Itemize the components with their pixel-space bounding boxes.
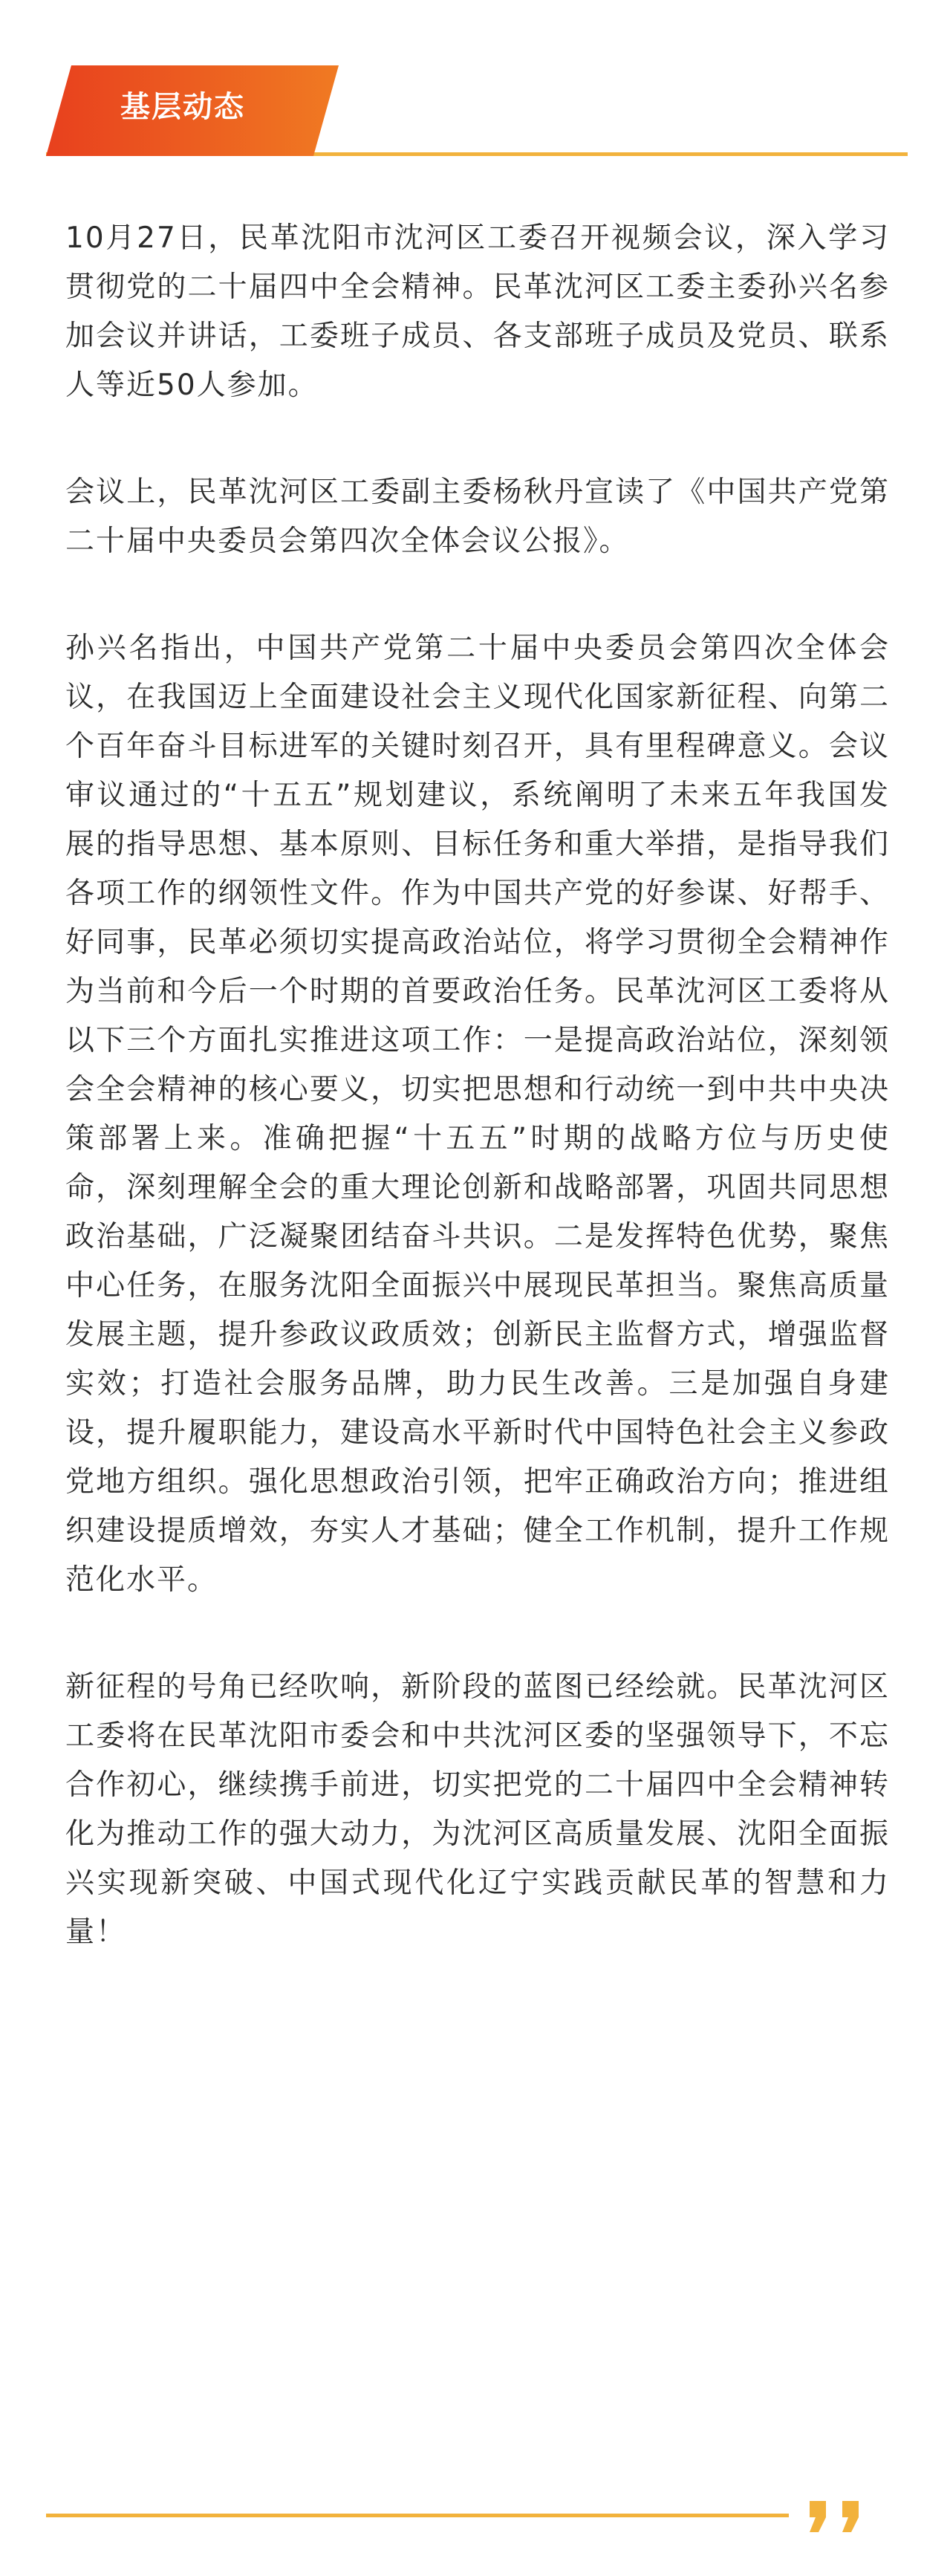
paragraph-speech: 孙兴名指出，中国共产党第二十届中央委员会第四次全体会议，在我国迈上全面建设社会主义现代化国家新征程、向第二个百年奋斗目标进军的关键时刻召开，具有里程碑意义。会议审议通过的“十五五”规划建议，系统阐明了未来五年我国发展的指导思想、基本原则、目标任务和重大举措，是指导我们各项工作的纲领性文件。作为中国共产党的好参谋、好帮手、好同事，民革必须切实提高政治站位，将学习贯彻全会精神作为当前和今后一个时期的首要政治任务。民革沈河区工委将从以下三个方面扎实推进这项工作：一是提高政治站位，深刻领会全会精神的核心要义，切实把思想和行动统一到中共中央决策部署上来。准确把握“十五五”时期的战略方位与历史使命，深刻理解全会的重大理论创新和战略部署，巩固共同思想政治基础，广泛凝聚团结奋斗共识。二是发挥特色优势，聚焦中心任务，在服务沈阳全面振兴中展现民革担当。聚焦高质量发展主题，提升参政议政质效；创新民主监督方式，增强监督实效；打造社会服务品牌，助力民生改善。三是加强自身建设，提升履职能力，建设高水平新时代中国特色社会主义参政党地方组织。强化思想政治引领，把牢正确政治方向；推进组织建设提质增效，夯实人才基础；健全工作机制，提升工作规范化水平。 bbox=[65, 632, 890, 1597]
section-tag-label: 基层动态 bbox=[120, 90, 245, 124]
section-tag bbox=[46, 65, 339, 156]
paragraph-closing: 新征程的号角已经吹响，新阶段的蓝图已经绘就。民革沈河区工委将在民革沈阳市委会和中共沈河区委的坚强领导下，不忘合作初心，继续携手前进，切实把党的二十届四中全会精神转化为推动工作的强大动力，为沈河区高质量发展、沈阳全面振兴实现新突破、中国式现代化辽宁实践贡献民革的智慧和力量！ bbox=[65, 1670, 890, 1949]
footer-rule bbox=[46, 2514, 789, 2517]
footer bbox=[46, 2498, 908, 2535]
article-body bbox=[65, 214, 890, 2015]
section-header bbox=[46, 65, 908, 159]
paragraph-meeting-intro: 10月27日，民革沈阳市沈河区工委召开视频会议，深入学习贯彻党的二十届四中全会精神。民革沈河区工委主委孙兴名参加会议并讲话，工委班子成员、各支部班子成员及党员、联系人等近50人参加。 bbox=[65, 221, 890, 402]
paragraph-communique-reading: 会议上，民革沈河区工委副主委杨秋丹宣读了《中国共产党第二十届中央委员会第四次全体会议公报》。 bbox=[65, 476, 890, 558]
quote-close-icon bbox=[804, 2498, 878, 2535]
